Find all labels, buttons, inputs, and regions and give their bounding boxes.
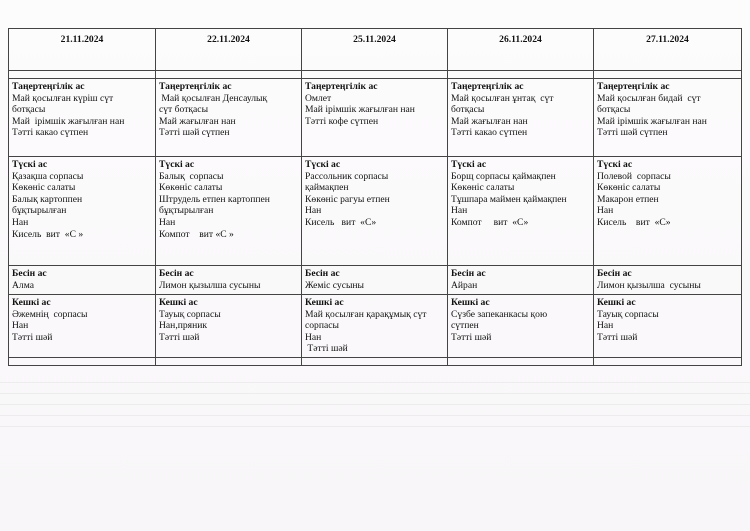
date-cell: 21.11.2024 <box>9 29 156 71</box>
dish-line: Нан <box>12 216 29 228</box>
dish-line: Лимон қызылша сусыны <box>159 279 261 291</box>
lunch-row <box>9 157 742 266</box>
dish-line: Нан <box>451 205 468 217</box>
meal-cell-breakfast <box>302 79 448 157</box>
dish-line: Алма <box>12 279 34 291</box>
meal-cell-dinner <box>9 295 156 358</box>
dish-line: ботқасы <box>12 104 46 116</box>
dish-line: Балық картоппен <box>12 193 83 205</box>
dish-line: бұқтырылған <box>159 205 214 217</box>
dish-line: Нан <box>597 320 614 332</box>
meal-title: Түскі ас <box>451 159 487 170</box>
dish-line: Тәтті какао сүтпен <box>12 127 89 139</box>
dish-line: Тұшпара маймен қаймақпен <box>451 193 567 205</box>
meal-title: Кешкі ас <box>305 297 344 308</box>
dinner-row <box>9 295 742 358</box>
dish-line: Май ірімшік жағылған нан <box>12 115 125 127</box>
date-header-row <box>9 29 742 71</box>
dish-line: ботқасы <box>597 104 631 116</box>
empty-cell <box>9 357 156 365</box>
dish-line: Тауық сорпасы <box>159 308 221 320</box>
dish-line: Май қосылған қарақұмық сүт <box>305 308 427 320</box>
dish-line: Айран <box>451 279 478 291</box>
meal-cell-lunch <box>9 157 156 266</box>
dish-line: Нан <box>305 205 322 217</box>
dish-line: Тәтті шәй сүтпен <box>597 127 668 139</box>
dish-line: Балық сорпасы <box>159 170 224 182</box>
meal-title: Бесін ас <box>451 268 486 279</box>
meal-title: Таңертеңгілік ас <box>597 81 670 92</box>
dish-line: Рассольник сорпасы <box>305 170 389 182</box>
meal-cell-lunch <box>156 157 302 266</box>
dish-line: Май ірімшік жағылған нан <box>597 115 707 127</box>
dish-line: Көкөніс салаты <box>12 182 76 194</box>
dish-line: Сүзбе запеканкасы қою <box>451 308 548 320</box>
meal-title: Түскі ас <box>305 159 341 170</box>
meal-title: Кешкі ас <box>451 297 490 308</box>
meal-title: Түскі ас <box>597 159 633 170</box>
meal-cell-snack <box>302 266 448 295</box>
dish-line: Нан <box>159 216 176 228</box>
meal-cell-snack <box>156 266 302 295</box>
dish-line: қаймақпен <box>305 182 349 194</box>
dish-line: Май қосылған күріш сүт <box>12 92 114 104</box>
dish-line: Штрудель етпен картоппен <box>159 193 270 205</box>
dish-line: бұқтырылған <box>12 205 67 217</box>
dish-line: Макарон етпен <box>597 193 659 205</box>
meal-cell-breakfast <box>156 79 302 157</box>
weekly-menu-table <box>8 28 742 366</box>
dish-line: Тәтті шәй <box>451 331 492 343</box>
empty-cell <box>302 357 448 365</box>
meal-title: Бесін ас <box>305 268 340 279</box>
dish-line: Кисель вит «С» <box>597 216 671 228</box>
empty-row <box>9 357 742 365</box>
meal-title: Кешкі ас <box>159 297 198 308</box>
dish-line: сүт ботқасы <box>159 104 209 116</box>
spacer-cell <box>302 71 448 79</box>
meal-title: Бесін ас <box>159 268 194 279</box>
date-cell: 22.11.2024 <box>156 29 302 71</box>
dish-line: Май жағылған нан <box>159 115 236 127</box>
dish-line: Жеміс сусыны <box>305 279 364 291</box>
dish-line: Омлет <box>305 92 332 104</box>
dish-line: Май қосылған Денсаулық <box>159 92 268 104</box>
date-cell: 26.11.2024 <box>448 29 594 71</box>
meal-cell-snack <box>594 266 742 295</box>
dish-line: ботқасы <box>451 104 485 116</box>
dish-line: Көкөніс салаты <box>159 182 223 194</box>
date-cell: 27.11.2024 <box>594 29 742 71</box>
meal-title: Кешкі ас <box>597 297 636 308</box>
meal-cell-lunch <box>594 157 742 266</box>
meal-title: Кешкі ас <box>12 297 51 308</box>
meal-cell-dinner <box>156 295 302 358</box>
meal-cell-dinner <box>594 295 742 358</box>
dish-line: Май қосылған ұнтақ сүт <box>451 92 554 104</box>
dish-line: сүтпен <box>451 320 479 332</box>
spacer-cell <box>156 71 302 79</box>
spacer-cell <box>448 71 594 79</box>
dish-line: Әжемнің сорпасы <box>12 308 88 320</box>
meal-title: Түскі ас <box>159 159 195 170</box>
meal-title: Таңертеңгілік ас <box>451 81 524 92</box>
dish-line: Көкөніс рагуы етпен <box>305 193 390 205</box>
meal-title: Таңертеңгілік ас <box>12 81 85 92</box>
spacer-cell <box>9 71 156 79</box>
meal-cell-breakfast <box>594 79 742 157</box>
dish-line: Май ірімшік жағылған нан <box>305 104 415 116</box>
dish-line: Тәтті какао сүтпен <box>451 127 528 139</box>
dish-line: Тәтті шәй <box>597 331 638 343</box>
dish-line: Тәтті кофе сүтпен <box>305 115 379 127</box>
dish-line: Май қосылған бидай сүт <box>597 92 701 104</box>
meal-cell-snack <box>448 266 594 295</box>
snack-row <box>9 266 742 295</box>
meal-title: Бесін ас <box>12 268 47 279</box>
empty-cell <box>448 357 594 365</box>
breakfast-row <box>9 79 742 157</box>
meal-title: Таңертеңгілік ас <box>159 81 232 92</box>
dish-line: Тәтті шәй <box>305 343 348 355</box>
empty-cell <box>156 357 302 365</box>
date-cell: 25.11.2024 <box>302 29 448 71</box>
dish-line: Май жағылған нан <box>451 115 528 127</box>
meal-cell-lunch <box>448 157 594 266</box>
meal-cell-dinner <box>448 295 594 358</box>
spacer-row <box>9 71 742 79</box>
dish-line: Компот вит «С» <box>451 216 529 228</box>
meal-title: Түскі ас <box>12 159 48 170</box>
dish-line: Нан <box>597 205 614 217</box>
meal-cell-breakfast <box>9 79 156 157</box>
meal-cell-dinner <box>302 295 448 358</box>
dish-line: Нан <box>305 331 322 343</box>
dish-line: Тәтті шәй сүтпен <box>159 127 230 139</box>
empty-cell <box>594 357 742 365</box>
meal-title: Бесін ас <box>597 268 632 279</box>
meal-title: Таңертеңгілік ас <box>305 81 378 92</box>
dish-line: Кисель вит «С» <box>305 216 377 228</box>
dish-line: Тауық сорпасы <box>597 308 659 320</box>
meal-cell-breakfast <box>448 79 594 157</box>
meal-cell-lunch <box>302 157 448 266</box>
dish-line: Компот вит «С » <box>159 228 234 240</box>
dish-line: Лимон қызылша сусыны <box>597 279 701 291</box>
bleed-through-shadow <box>0 372 750 432</box>
dish-line: Көкөніс салаты <box>451 182 515 194</box>
dish-line: Полевой сорпасы <box>597 170 671 182</box>
dish-line: сорпасы <box>305 320 339 332</box>
dish-line: Көкөніс салаты <box>597 182 661 194</box>
dish-line: Нан,пряник <box>159 320 207 332</box>
meal-cell-snack <box>9 266 156 295</box>
spacer-cell <box>594 71 742 79</box>
dish-line: Тәтті шәй <box>12 331 53 343</box>
dish-line: Қазақша сорпасы <box>12 170 84 182</box>
dish-line: Нан <box>12 320 29 332</box>
dish-line: Тәтті шәй <box>159 331 200 343</box>
dish-line: Кисель вит «С » <box>12 228 84 240</box>
dish-line: Борщ сорпасы қаймақпен <box>451 170 556 182</box>
